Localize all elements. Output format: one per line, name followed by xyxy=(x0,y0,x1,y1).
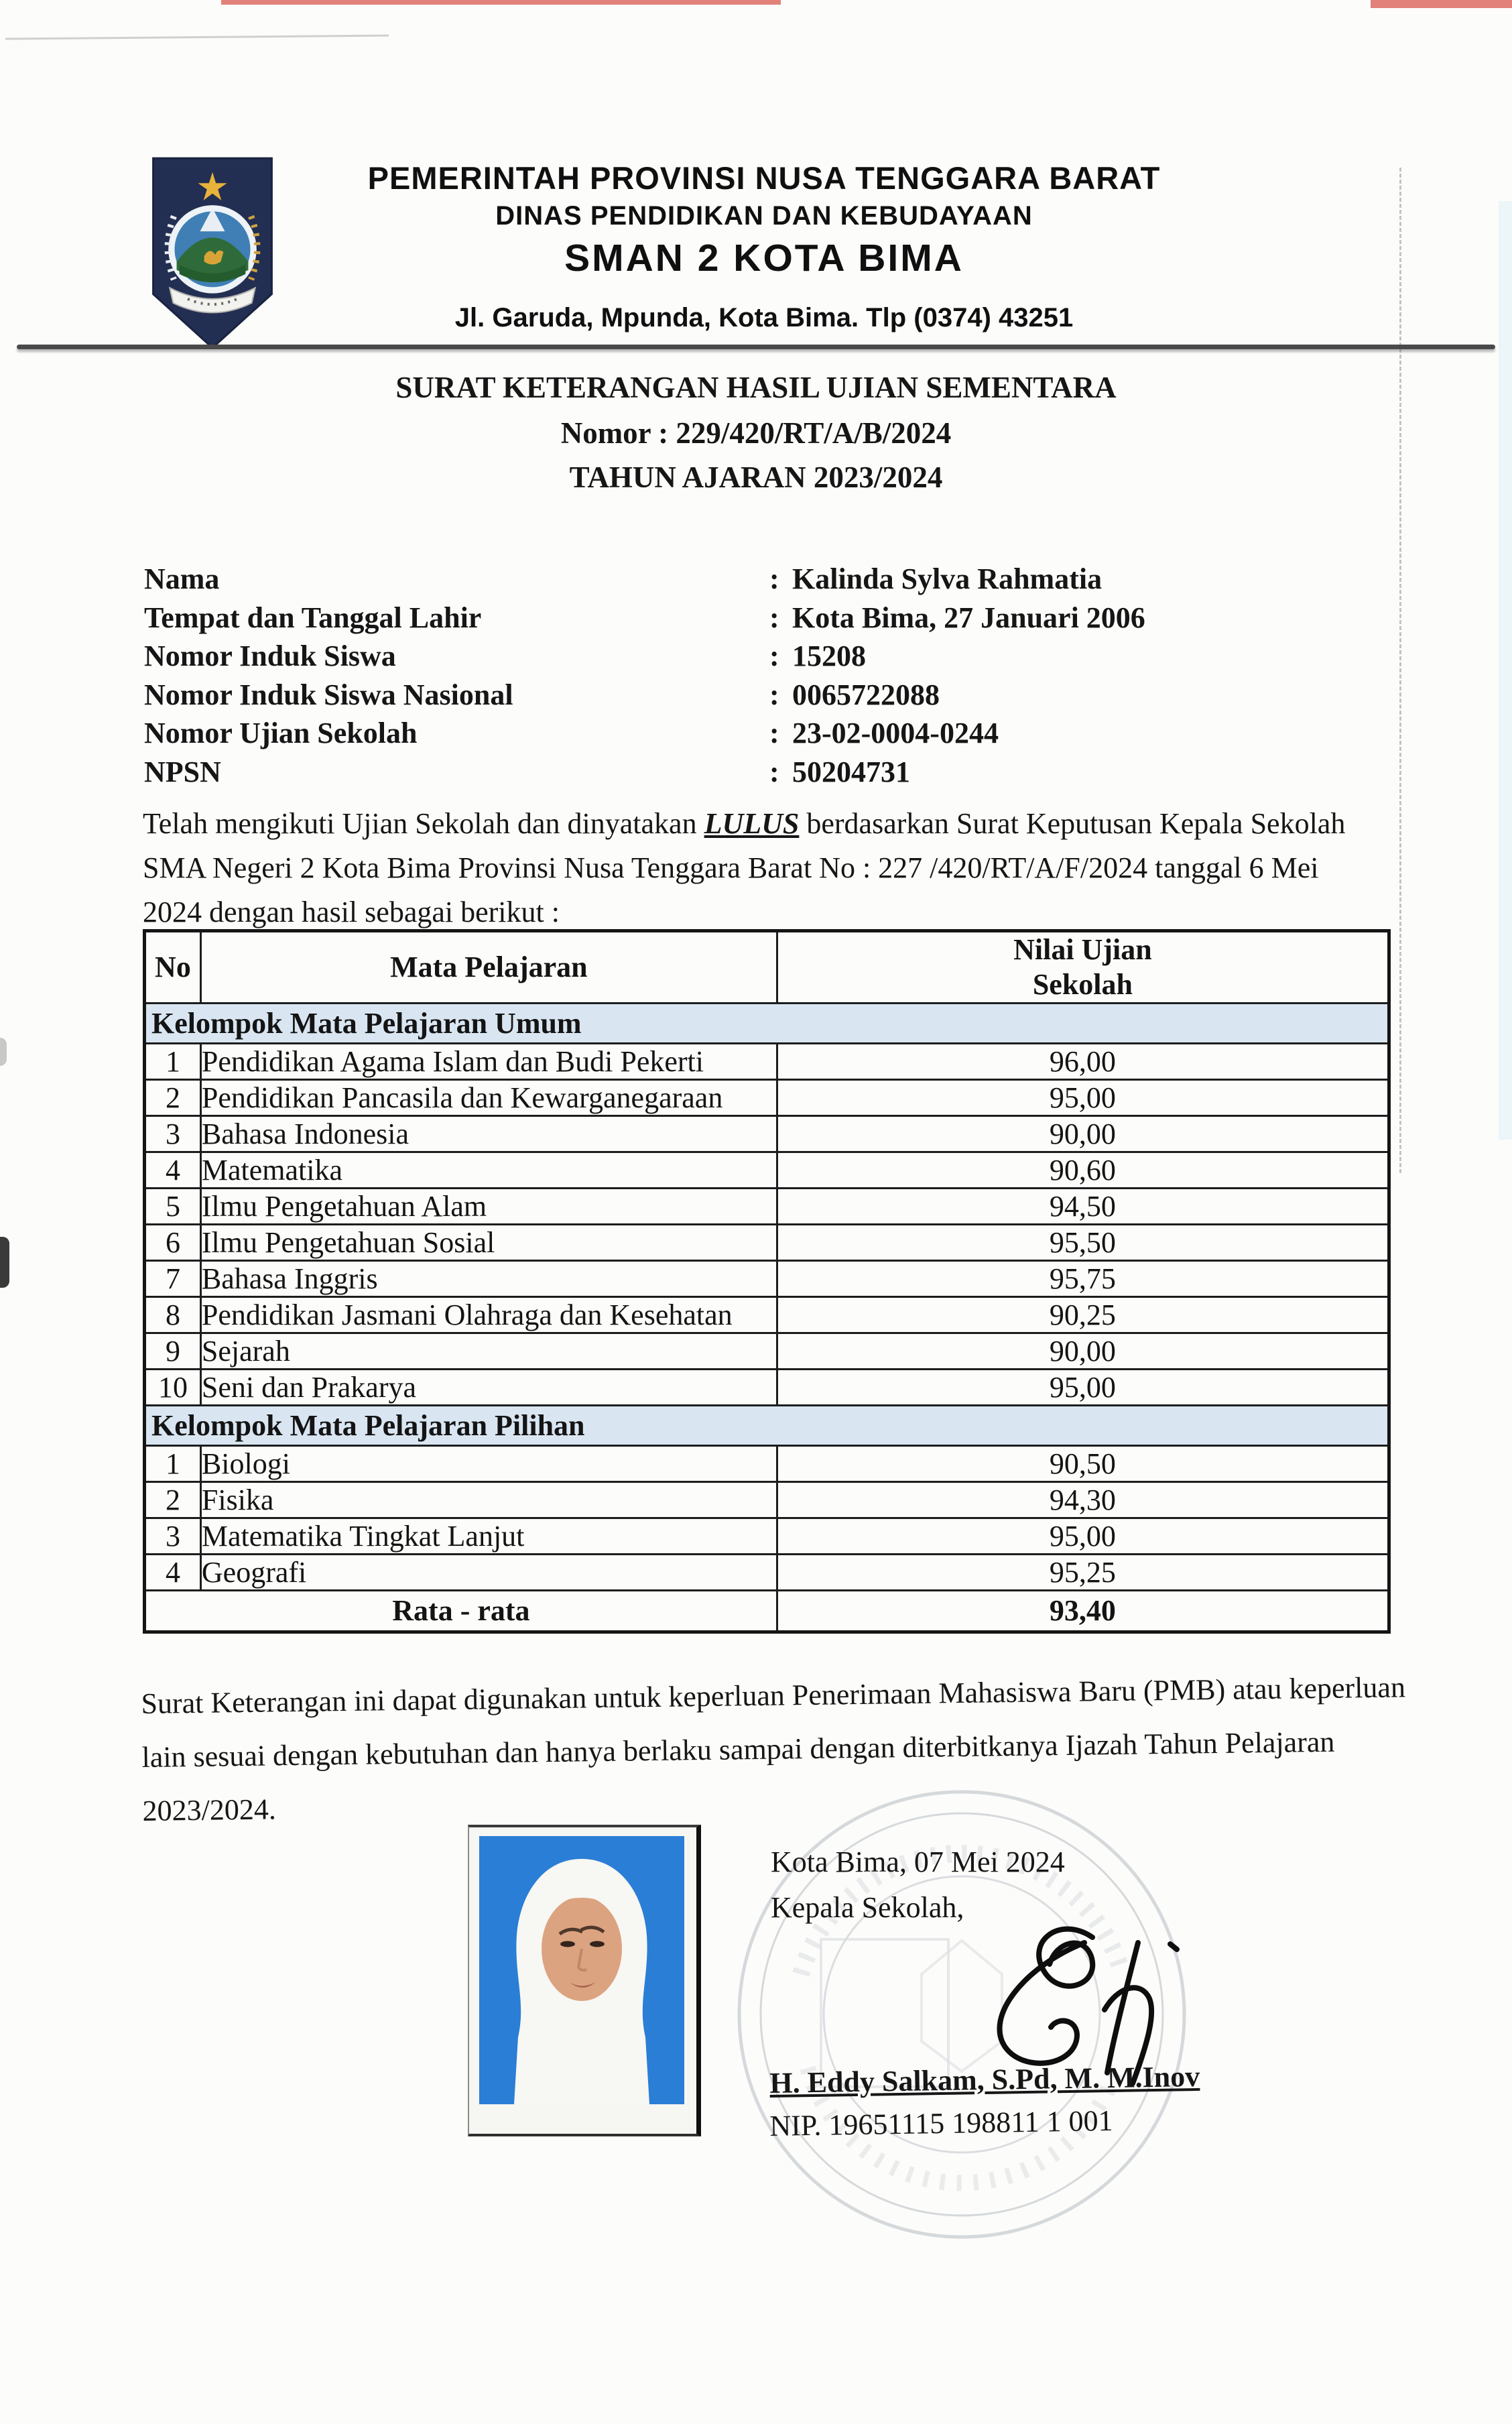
field-value-npsn: : 50204731 xyxy=(769,755,910,788)
intro-paragraph: Telah mengikuti Ujian Sekolah dan dinyatakan LULUS berdasarkan Surat Keputusan Kepala Sekolah SMA Negeri 2 Kota Bima Provinsi Nusa Tenggara Barat No : 227 /420/RT/A/F/2024 tanggal 6 Mei 2024 dengan hasil sebagai berikut : xyxy=(143,807,1346,928)
headmaster-name: H. Eddy Salkam, S.Pd, M. M.Inov xyxy=(769,2059,1200,2100)
headmaster-nip: NIP. 19651115 198811 1 001 xyxy=(769,2104,1113,2142)
field-value-nama: : Kalinda Sylva Rahmatia xyxy=(769,562,1102,595)
header-divider-rule xyxy=(17,345,1495,349)
table-row: 1 Biologi 90,50 xyxy=(145,1445,1389,1481)
section-row-pilihan: Kelompok Mata Pelajaran Pilihan xyxy=(145,1405,1389,1445)
field-label-ttl: Tempat dan Tanggal Lahir xyxy=(144,601,482,634)
section-row-umum: Kelompok Mata Pelajaran Umum xyxy=(145,1003,1389,1043)
marks-table xyxy=(143,929,1391,1634)
table-row: 8 Pendidikan Jasmani Olahraga dan Kesehatan 90,25 xyxy=(145,1296,1389,1333)
scan-artifact-edge-blob xyxy=(0,1237,9,1288)
signature-role: Kepala Sekolah, xyxy=(771,1891,964,1924)
field-label-nomor-ujian: Nomor Ujian Sekolah xyxy=(144,717,418,749)
field-label-nisn: Nomor Induk Siswa Nasional xyxy=(144,678,513,711)
header-school-name: SMAN 2 KOTA BIMA xyxy=(564,237,964,280)
table-header-row xyxy=(145,931,1389,1004)
table-row: 7 Bahasa Inggris 95,75 xyxy=(145,1260,1389,1296)
lulus-status: LULUS xyxy=(704,807,800,840)
table-row: 2 Pendidikan Pancasila dan Kewarganegaraan 95,00 xyxy=(145,1079,1389,1115)
table-row: 4 Matematika 90,60 xyxy=(145,1152,1389,1188)
scan-artifact-edge-band xyxy=(1499,201,1512,1140)
document-number: Nomor : 229/420/RT/A/B/2024 xyxy=(560,416,952,450)
table-row: 10 Seni dan Prakarya 95,00 xyxy=(145,1369,1389,1405)
academic-year: TAHUN AJARAN 2023/2024 xyxy=(569,461,943,494)
average-row xyxy=(145,1590,1389,1632)
header-school-address: Jl. Garuda, Mpunda, Kota Bima. Tlp (0374) 43251 xyxy=(454,303,1074,332)
table-row: 9 Sejarah 90,00 xyxy=(145,1333,1389,1369)
field-label-nama: Nama xyxy=(144,562,220,595)
scan-artifact-gray-line xyxy=(5,35,389,40)
table-row: 3 Matematika Tingkat Lanjut 95,00 xyxy=(145,1518,1389,1554)
document-title: SURAT KETERANGAN HASIL UJIAN SEMENTARA xyxy=(395,371,1117,404)
scan-artifact-fold-line xyxy=(1399,168,1401,1173)
header-government-line: PEMERINTAH PROVINSI NUSA TENGGARA BARAT xyxy=(367,160,1161,196)
scan-artifact-edge-mark xyxy=(0,1038,7,1066)
table-row: 6 Ilmu Pengetahuan Sosial 95,50 xyxy=(145,1224,1389,1260)
col-header-score: Nilai Ujian Sekolah xyxy=(777,931,1389,1004)
average-value: 93,40 xyxy=(777,1590,1389,1632)
table-row: 3 Bahasa Indonesia 90,00 xyxy=(145,1115,1389,1152)
table-row: 5 Ilmu Pengetahuan Alam 94,50 xyxy=(145,1188,1389,1224)
field-value-nisn: : 0065722088 xyxy=(769,678,940,711)
field-value-nomor-ujian: : 23-02-0004-0244 xyxy=(769,717,999,749)
table-row: 4 Geografi 95,25 xyxy=(145,1554,1389,1590)
field-label-nis: Nomor Induk Siswa xyxy=(144,640,396,672)
table-row: 1 Pendidikan Agama Islam dan Budi Pekerti 96,00 xyxy=(145,1043,1389,1079)
average-label: Rata - rata xyxy=(145,1590,777,1632)
student-photo xyxy=(468,1825,701,2136)
closing-paragraph: Surat Keterangan ini dapat digunakan untuk keperluan Penerimaan Mahasiswa Baru (PMB) atau keperluan lain sesuai dengan kebutuhan dan hanya berlaku sampai dengan diterbitkanya Ijazah Tahun Pelajaran 2023/2024. xyxy=(141,1671,1406,1827)
signature-place-date: Kota Bima, 07 Mei 2024 xyxy=(771,1845,1065,1878)
col-header-no: No xyxy=(145,931,201,1004)
col-header-subject: Mata Pelajaran xyxy=(200,931,777,1004)
header-department-line: DINAS PENDIDIKAN DAN KEBUDAYAAN xyxy=(495,201,1033,231)
field-label-npsn: NPSN xyxy=(144,755,221,788)
table-row: 2 Fisika 94,30 xyxy=(145,1481,1389,1518)
field-value-nis: : 15208 xyxy=(769,640,866,672)
field-value-ttl: : Kota Bima, 27 Januari 2006 xyxy=(769,601,1145,634)
scan-artifact-top-strip xyxy=(221,0,781,5)
scan-artifact-top-right-strip xyxy=(1371,0,1512,8)
